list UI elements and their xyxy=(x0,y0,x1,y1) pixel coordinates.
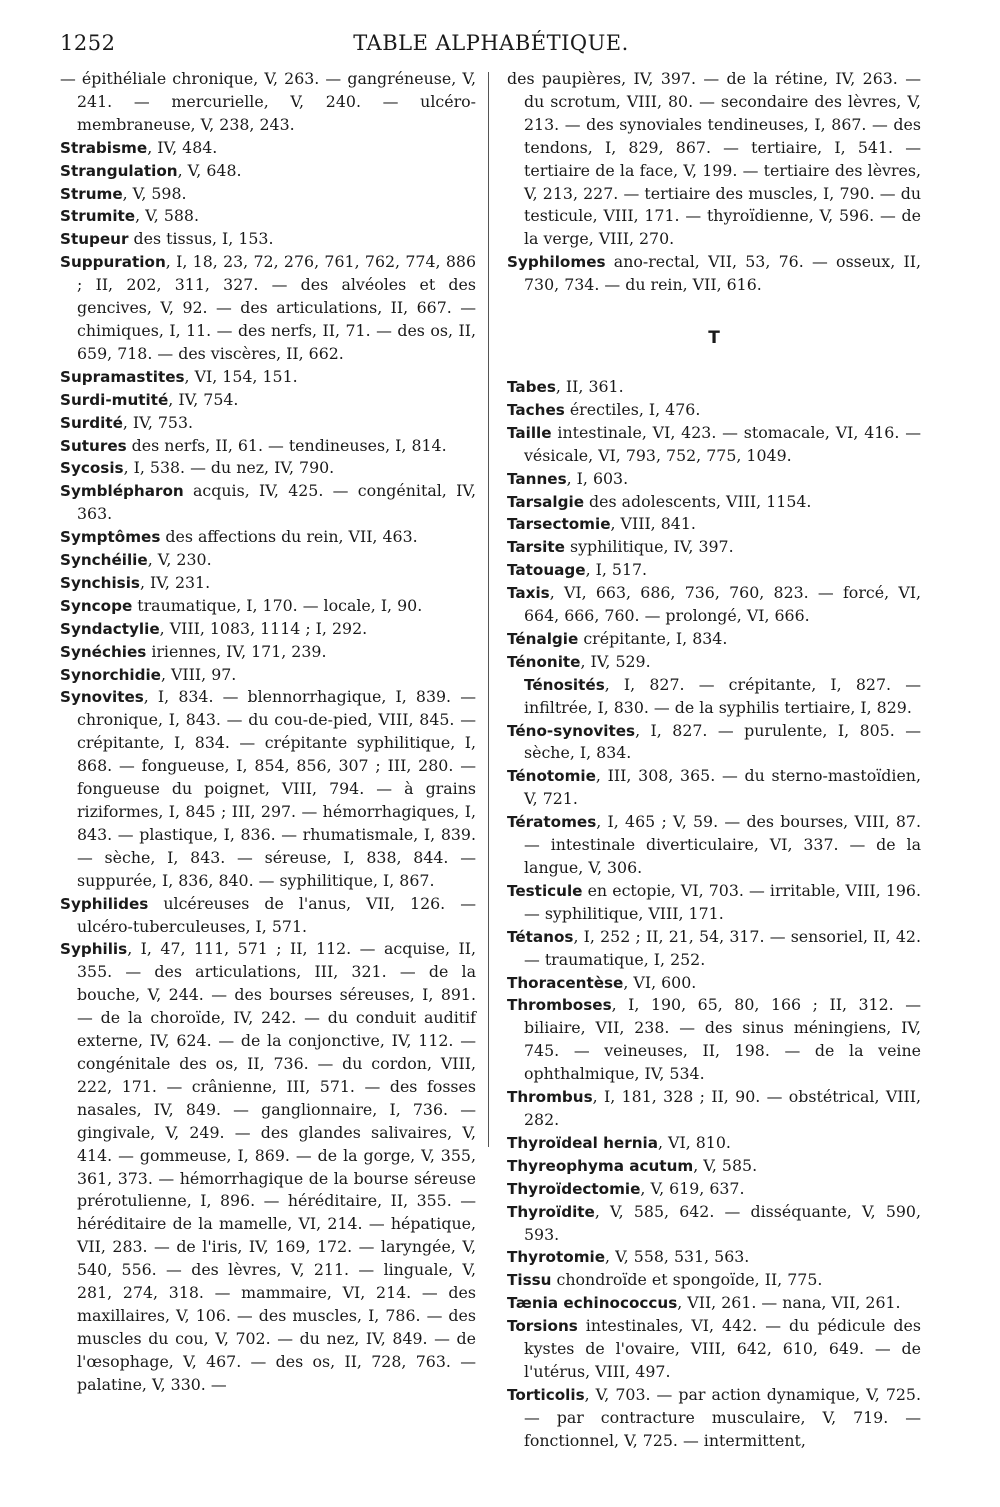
index-entry xyxy=(507,1178,921,1201)
entry-references: , VII, 261. — nana, VII, 261. xyxy=(677,1293,901,1313)
index-entry xyxy=(507,994,921,1086)
entry-references: acquis, IV, 425. — congénital, IV, 363. xyxy=(77,481,476,524)
index-entry xyxy=(60,435,476,458)
entry-references: crépitante, I, 834. xyxy=(578,628,728,648)
entry-headword: Tétanos xyxy=(507,927,574,946)
index-entry xyxy=(60,526,476,549)
entry-references: , VIII, 97. xyxy=(160,664,237,684)
entry-references: , I, 827. — purulente, I, 805. — sèche, I, 834. xyxy=(524,720,921,763)
entry-headword: Synorchidie xyxy=(60,665,161,684)
entry-references: ulcéreuses de l'anus, VII, 126. — ulcéro-tuberculeuses, I, 571. xyxy=(77,893,476,936)
entry-references: , VIII, 841. xyxy=(610,514,696,534)
index-entry xyxy=(507,399,921,422)
entry-headword: Stupeur xyxy=(60,230,129,249)
entry-headword: Sycosis xyxy=(60,459,124,478)
index-entry xyxy=(60,480,476,526)
entry-headword: Surdi-mutité xyxy=(60,390,169,409)
running-title: TABLE ALPHABÉTIQUE. xyxy=(353,31,629,55)
entry-references: , V, 585, 642. — disséquante, V, 590, 593. xyxy=(524,1201,921,1244)
index-entry xyxy=(60,664,476,687)
index-entry xyxy=(507,582,921,628)
entry-headword: Syphilides xyxy=(60,894,149,913)
entry-references: traumatique, I, 170. — locale, I, 90. xyxy=(132,595,423,615)
entry-references: des nerfs, II, 61. — tendineuses, I, 814. xyxy=(126,435,447,455)
column-divider xyxy=(488,72,489,1147)
right-column-top xyxy=(507,68,921,297)
index-entry xyxy=(60,389,476,412)
index-entry xyxy=(507,536,921,559)
entry-headword: Thyroïdectomie xyxy=(507,1179,641,1198)
entry-headword: Tatouage xyxy=(507,561,586,580)
index-entry xyxy=(507,811,921,880)
entry-headword: Symblépharon xyxy=(60,482,184,501)
entry-headword: Thyreophyma acutum xyxy=(507,1156,694,1175)
index-entry xyxy=(60,183,476,206)
entry-headword: Supramastites xyxy=(60,367,185,386)
entry-references: chondroïde et spongoïde, II, 775. xyxy=(551,1270,823,1290)
entry-references: , VI, 663, 686, 736, 760, 823. — forcé, VI, 664, 666, 760. — prolongé, VI, 666. xyxy=(524,583,921,626)
entry-references: , V, 619, 637. xyxy=(640,1178,745,1198)
entry-headword: Syphilis xyxy=(60,940,128,959)
entry-references: , IV, 231. xyxy=(139,572,211,592)
right-column-bottom xyxy=(507,376,921,1453)
index-entry xyxy=(507,926,921,972)
entry-references: intestinale, VI, 423. — stomacale, VI, 416. — vésicale, VI, 793, 752, 775, 1049. xyxy=(524,422,921,465)
entry-headword: Strabisme xyxy=(60,138,148,157)
running-header xyxy=(60,31,922,61)
entry-headword: Strumite xyxy=(60,207,136,226)
entry-headword: Sutures xyxy=(60,436,127,455)
section-letter: T xyxy=(708,328,720,349)
index-entry xyxy=(507,1132,921,1155)
entry-headword: Synchéilie xyxy=(60,551,148,570)
index-entry xyxy=(507,251,921,297)
index-entry xyxy=(507,674,921,720)
index-entry xyxy=(507,1246,921,1269)
entry-headword: Tarsalgie xyxy=(507,492,585,511)
entry-references: des paupières, IV, 397. — de la rétine, IV, 263. — du scrotum, VIII, 80. — secondaire des lèvres, V, 213. — des synoviales tendineuses, I, 867. — des tendons, I, 829, 867. — tertiaire, I, 541. — tertiaire de la face, V, 199. — tertiaire des lèvres, V, 213, 227. — tertiaire des muscles, I, 790. — du testicule, VIII, 171. — thyroïdienne, V, 596. — de la verge, VIII, 270. xyxy=(507,69,921,249)
entry-references: , I, 603. xyxy=(566,468,629,488)
entry-headword: Thrombus xyxy=(507,1088,593,1107)
index-entry xyxy=(60,251,476,366)
index-entry xyxy=(60,549,476,572)
entry-references: , VIII, 1083, 1114 ; I, 292. xyxy=(159,618,368,638)
entry-headword: Ténosités xyxy=(524,675,605,694)
entry-headword: Thromboses xyxy=(507,996,612,1015)
left-column xyxy=(60,68,476,1397)
entry-references: , II, 361. xyxy=(555,376,624,396)
entry-references: , I, 47, 111, 571 ; II, 112. — acquise, II, 355. — des articulations, III, 321. — de la bouche, V, 244. — des bourses séreuses, I, 891. — de la choroïde, IV, 242. — du conduit auditif externe, IV, 624. — de la conjonctive, IV, 112. — congénitale des os, II, 736. — du cordon, VIII, 222, 171. — crânienne, III, 571. — des fosses nasales, IV, 849. — ganglionnaire, I, 736. — gingivale, V, 249. — des glandes salivaires, V, 414. — gommeuse, I, 869. — de la gorge, V, 355, 361, 373. — hémorrhagique de la bourse séreuse prérotulienne, I, 896. — héréditaire, II, 355. — héréditaire de la mamelle, VI, 214. — hépatique, VII, 283. — de l'iris, IV, 169, 172. — laryngée, V, 540, 556. — des lèvres, V, 211. — linguale, V, 281, 274, 318. — mammaire, VI, 214. — des maxillaires, V, 106. — des muscles, I, 786. — des muscles du cou, V, 702. — du nez, IV, 849. — de l'œsophage, V, 467. — des os, II, 728, 763. — palatine, V, 330. — xyxy=(77,939,476,1394)
index-entry xyxy=(60,595,476,618)
index-entry xyxy=(60,205,476,228)
entry-headword: Symptômes xyxy=(60,528,161,547)
entry-references: — épithéliale chronique, V, 263. — gangréneuse, V, 241. — mercurielle, V, 240. — ulcéro-membraneuse, V, 238, 243. xyxy=(60,69,476,134)
index-entry xyxy=(507,1269,921,1292)
entry-headword: Thyrotomie xyxy=(507,1248,606,1267)
index-entry xyxy=(60,641,476,664)
entry-headword: Surdité xyxy=(60,413,123,432)
index-entry xyxy=(507,628,921,651)
index-entry xyxy=(507,765,921,811)
entry-headword: Torticolis xyxy=(507,1385,585,1404)
index-entry xyxy=(60,412,476,435)
entry-headword: Strangulation xyxy=(60,161,178,180)
entry-headword: Testicule xyxy=(507,881,583,900)
entry-references: des affections du rein, VII, 463. xyxy=(160,527,418,547)
entry-references: des tissus, I, 153. xyxy=(128,229,274,249)
entry-references: , I, 18, 23, 72, 276, 761, 762, 774, 886 ; II, 202, 311, 327. — des alvéoles et des gencives, V, 92. — des articulations, II, 667. — chimiques, I, 11. — des nerfs, II, 71. — des os, II, 659, 718. — des viscères, II, 662. xyxy=(77,252,476,363)
entry-references: , V, 588. xyxy=(135,206,199,226)
entry-headword: Syphilomes xyxy=(507,253,606,272)
entry-headword: Taches xyxy=(507,400,565,419)
entry-headword: Suppuration xyxy=(60,253,166,272)
entry-references: , VI, 810. xyxy=(658,1132,731,1152)
entry-references: des adolescents, VIII, 1154. xyxy=(584,491,812,511)
index-entry xyxy=(507,1292,921,1315)
entry-references: , I, 834. — blennorrhagique, I, 839. — chronique, I, 843. — du cou-de-pied, VIII, 845. — crépitante, I, 834. — crépitante syphilitique, I, 868. — fongueuse, I, 854, 856, 307 ; III, 280. — fongueuse du poignet, VIII, 794. — à grains riziformes, I, 845 ; III, 297. — hémorrhagiques, I, 843. — plastique, I, 836. — rhumatismale, I, 839. — sèche, I, 843. — séreuse, I, 838, 844. — suppurée, I, 836, 840. — syphilitique, I, 867. xyxy=(77,687,476,890)
index-entry xyxy=(60,68,476,137)
entry-headword: Ténalgie xyxy=(507,629,579,648)
entry-references: , IV, 754. xyxy=(168,389,239,409)
index-entry xyxy=(60,572,476,595)
page-number: 1252 xyxy=(60,31,116,55)
index-entry xyxy=(507,651,921,674)
entry-headword: Ténotomie xyxy=(507,767,596,786)
index-entry xyxy=(60,686,476,892)
entry-headword: Syndactylie xyxy=(60,619,160,638)
entry-references: , I, 827. — crépitante, I, 827. — infiltrée, I, 830. — de la syphilis tertiaire, I, 829. xyxy=(524,674,921,717)
entry-references: , V, 585. xyxy=(693,1155,758,1175)
entry-references: , I, 181, 328 ; II, 90. — obstétrical, VIII, 282. xyxy=(524,1087,921,1129)
entry-references: , V, 598. xyxy=(122,183,187,203)
entry-headword: Strume xyxy=(60,184,123,203)
entry-headword: Thyroïdeal hernia xyxy=(507,1133,658,1152)
entry-references: , V, 230. xyxy=(147,550,212,570)
entry-references: ano-rectal, VII, 53, 76. — osseux, II, 730, 734. — du rein, VII, 616. xyxy=(524,252,921,295)
entry-references: en ectopie, VI, 703. — irritable, VIII, 196. — syphilitique, VIII, 171. xyxy=(524,880,921,923)
entry-references: syphilitique, IV, 397. xyxy=(564,537,734,557)
entry-references: érectiles, I, 476. xyxy=(564,399,701,419)
index-entry xyxy=(60,228,476,251)
entry-references: , I, 465 ; V, 59. — des bourses, VIII, 87. — intestinale diverticulaire, VI, 337. — de la langue, V, 306. xyxy=(524,812,921,877)
index-entry xyxy=(60,457,476,480)
entry-headword: Tænia echinococcus xyxy=(507,1294,678,1313)
entry-headword: Tarsite xyxy=(507,538,565,557)
entry-references: , V, 648. xyxy=(177,160,242,180)
entry-headword: Taille xyxy=(507,423,552,442)
entry-references: , IV, 753. xyxy=(122,412,194,432)
index-entry xyxy=(60,618,476,641)
entry-headword: Syncope xyxy=(60,596,133,615)
index-entry xyxy=(507,880,921,926)
entry-headword: Ténonite xyxy=(507,652,581,671)
index-entry xyxy=(507,1201,921,1247)
entry-headword: Taxis xyxy=(507,584,550,603)
index-entry xyxy=(60,137,476,160)
entry-references: , VI, 154, 151. xyxy=(184,366,298,386)
entry-headword: Téno-synovites xyxy=(507,721,636,740)
entry-references: intestinales, VI, 442. — du pédicule des kystes de l'ovaire, VIII, 642, 610, 649. — de l'utérus, VIII, 497. xyxy=(524,1316,921,1381)
entry-headword: Tératomes xyxy=(507,813,597,832)
entry-references: , I, 252 ; II, 21, 54, 317. — sensoriel, II, 42. — traumatique, I, 252. xyxy=(524,926,921,969)
index-entry xyxy=(507,1384,921,1453)
entry-references: , V, 703. — par action dynamique, V, 725. — par contracture musculaire, V, 719. — fonctionnel, V, 725. — intermittent, xyxy=(524,1384,921,1450)
entry-references: iriennes, IV, 171, 239. xyxy=(146,641,327,661)
right-column xyxy=(507,68,921,1453)
entry-headword: Synéchies xyxy=(60,642,147,661)
entry-references: , V, 558, 531, 563. xyxy=(605,1247,750,1267)
index-entry xyxy=(507,491,921,514)
entry-references: , I, 190, 65, 80, 166 ; II, 312. — biliaire, VII, 238. — des sinus méningiens, IV, 745. — veineuses, II, 198. — de la veine ophthalmique, IV, 534. xyxy=(524,995,921,1084)
index-entry xyxy=(60,160,476,183)
index-entry xyxy=(60,366,476,389)
index-entry xyxy=(507,68,921,251)
entry-headword: Synovites xyxy=(60,688,144,707)
entry-references: , I, 517. xyxy=(585,560,648,580)
index-entry xyxy=(507,720,921,766)
entry-headword: Tannes xyxy=(507,469,567,488)
index-entry xyxy=(507,972,921,995)
entry-headword: Thoracentèse xyxy=(507,973,624,992)
entry-references: , VI, 600. xyxy=(623,972,697,992)
entry-headword: Tarsectomie xyxy=(507,515,611,534)
entry-references: , IV, 484. xyxy=(147,137,218,157)
entry-headword: Torsions xyxy=(507,1317,578,1336)
index-entry xyxy=(60,893,476,939)
index-entry xyxy=(507,513,921,536)
index-entry xyxy=(507,1086,921,1132)
entry-headword: Synchisis xyxy=(60,573,140,592)
entry-references: , IV, 529. xyxy=(580,651,651,671)
index-entry xyxy=(507,559,921,582)
index-entry xyxy=(507,1155,921,1178)
entry-headword: Tabes xyxy=(507,377,556,396)
entry-references: , III, 308, 365. — du sterno-mastoïdien, V, 721. xyxy=(524,766,921,809)
entry-headword: Thyroïdite xyxy=(507,1202,595,1221)
entry-headword: Tissu xyxy=(507,1271,552,1290)
index-entry xyxy=(507,468,921,491)
entry-references: , I, 538. — du nez, IV, 790. xyxy=(123,458,335,478)
index-entry xyxy=(507,1315,921,1384)
index-entry xyxy=(507,422,921,468)
index-entry xyxy=(60,938,476,1396)
index-entry xyxy=(507,376,921,399)
